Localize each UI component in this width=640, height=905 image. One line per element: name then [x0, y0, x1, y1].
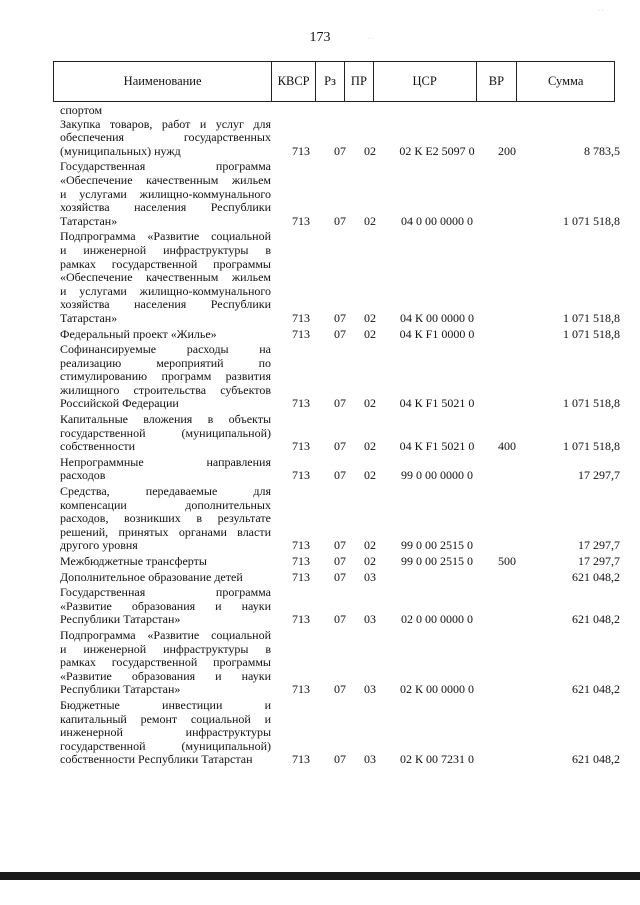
cell-vr: 400	[498, 439, 516, 454]
row-name-line: другого уровня	[60, 538, 138, 553]
cell-csr: 04 К F1 5021 0	[399, 396, 475, 411]
row-name-line: Капитальные вложения в объекты	[60, 412, 271, 427]
cell-sum: 17 297,7	[578, 554, 620, 568]
row-name-line: Республики Татарстан»	[60, 682, 181, 697]
table-row	[60, 328, 620, 342]
row-name-line: расходов, возникших в результате	[60, 511, 271, 526]
row-name-line: Республики Татарстан»	[60, 612, 181, 627]
row-name-line: и услугами жилищно-коммунального	[60, 283, 271, 298]
cell-kvsr: 713	[292, 682, 310, 697]
cell-pr: 02	[364, 310, 376, 325]
table-row	[60, 699, 620, 767]
cell-rz: 07	[334, 143, 346, 158]
cell-pr: 02	[364, 554, 376, 568]
cell-kvsr: 713	[292, 752, 310, 767]
cell-pr: 02	[364, 396, 376, 411]
header-vr: ВР	[477, 62, 518, 101]
row-name-line: Федеральный проект «Жилье»	[60, 326, 217, 341]
row-name	[60, 328, 271, 342]
cell-rz: 07	[334, 538, 346, 553]
cell-kvsr: 713	[292, 538, 310, 553]
cell-csr: 04 К F1 5021 0	[399, 439, 475, 454]
cell-pr: 03	[364, 569, 376, 584]
table-row	[60, 586, 620, 627]
row-name-line: «Обеспечение качественным жильем	[60, 172, 271, 187]
cell-csr: 02 К 00 0000 0	[399, 682, 474, 697]
row-gap	[60, 767, 620, 769]
row-name	[60, 586, 271, 627]
cell-csr: 99 0 00 2515 0	[401, 538, 473, 553]
cell-rz: 07	[334, 468, 346, 483]
cell-rz: 07	[334, 752, 346, 767]
row-name	[60, 629, 271, 697]
row-name-line: стимулированию программ развития	[60, 369, 271, 384]
row-name-line: компенсации дополнительных	[60, 497, 271, 512]
row-name-line: государственной (муниципальной)	[60, 738, 271, 753]
row-name-line: «Развитие образования и науки	[60, 668, 271, 683]
row-name-line: Непрограммные направления	[60, 454, 271, 469]
row-name	[60, 118, 271, 159]
row-name-line: Подпрограмма «Развитие социальной	[60, 229, 271, 244]
cell-rz: 07	[334, 569, 346, 584]
cell-sum: 8 783,5	[584, 143, 620, 158]
cell-kvsr: 713	[292, 213, 310, 228]
cell-rz: 07	[334, 612, 346, 627]
cell-kvsr: 713	[292, 554, 310, 568]
page-number: 173	[309, 30, 331, 45]
row-name-line: «Развитие образования и науки	[60, 598, 271, 613]
cell-sum: 1 071 518,8	[563, 310, 620, 325]
cell-kvsr: 713	[292, 468, 310, 483]
cell-sum: 17 297,7	[578, 468, 620, 483]
header-name: Наименование	[54, 62, 272, 101]
row-name-line: Государственная программа	[60, 159, 271, 174]
cell-csr: 04 К 00 0000 0	[399, 310, 474, 325]
cell-csr: 99 0 00 0000 0	[401, 468, 473, 483]
table-row	[60, 413, 620, 454]
cell-kvsr: 713	[292, 143, 310, 158]
row-name-line: (муниципальных) нужд	[60, 143, 181, 158]
cell-pr: 02	[364, 213, 376, 228]
row-name	[60, 485, 271, 553]
row-name	[60, 413, 271, 454]
row-name-line: Средства, передаваемые для	[60, 484, 271, 499]
row-name	[60, 555, 271, 569]
cell-kvsr: 713	[292, 439, 310, 454]
row-name-line: реализацию мероприятий по	[60, 355, 271, 370]
row-name-line: спортом	[60, 103, 103, 117]
cell-sum: 1 071 518,8	[563, 396, 620, 411]
row-name-line: Российской Федерации	[60, 396, 179, 411]
table-row	[60, 485, 620, 553]
row-name-line: Государственная программа	[60, 585, 271, 600]
table-row	[60, 104, 620, 118]
row-name-line: решений, принятых органами власти	[60, 524, 271, 539]
header-rz: Рз	[316, 62, 345, 101]
row-name-line: и инженерной инфраструктуры в	[60, 242, 271, 257]
cell-rz: 07	[334, 439, 346, 454]
row-name	[60, 699, 271, 767]
cell-csr: 99 0 00 2515 0	[401, 554, 473, 568]
cell-pr: 02	[364, 439, 376, 454]
cell-sum: 1 071 518,8	[563, 213, 620, 228]
row-name-line: «Обеспечение качественным жильем	[60, 270, 271, 285]
table-row	[60, 160, 620, 228]
row-name-line: Подпрограмма «Развитие социальной	[60, 627, 271, 642]
cell-pr: 02	[364, 143, 376, 158]
cell-csr: 04 0 00 0000 0	[401, 213, 473, 228]
cell-pr: 02	[364, 326, 376, 341]
cell-kvsr: 713	[292, 612, 310, 627]
cell-csr: 02 К 00 7231 0	[399, 752, 474, 767]
cell-csr: 02 0 00 0000 0	[401, 612, 473, 627]
scan-edge	[0, 872, 640, 880]
cell-rz: 07	[334, 554, 346, 568]
row-name-line: обеспечения государственных	[60, 130, 271, 145]
cell-rz: 07	[334, 396, 346, 411]
cell-vr: 200	[498, 143, 516, 158]
row-name-line: собственности	[60, 439, 136, 454]
cell-rz: 07	[334, 213, 346, 228]
table-header	[53, 61, 615, 102]
cell-sum: 621 048,2	[572, 569, 620, 584]
cell-sum: 1 071 518,8	[563, 326, 620, 341]
cell-sum: 1 071 518,8	[563, 439, 620, 454]
row-name-line: и услугами жилищно-коммунального	[60, 186, 271, 201]
row-name-line: рамках государственной программы	[60, 256, 271, 271]
table-row	[60, 118, 620, 159]
table-row	[60, 571, 620, 585]
cell-rz: 07	[334, 310, 346, 325]
cell-csr: 04 К F1 0000 0	[399, 326, 475, 341]
cell-kvsr: 713	[292, 310, 310, 325]
row-name	[60, 160, 271, 228]
row-name-line: капитальный ремонт социальной и	[60, 711, 271, 726]
cell-pr: 02	[364, 538, 376, 553]
cell-pr: 02	[364, 468, 376, 483]
cell-pr: 03	[364, 682, 376, 697]
cell-pr: 03	[364, 752, 376, 767]
table-row	[60, 343, 620, 411]
row-name-line: жилищного строительства субъектов	[60, 382, 271, 397]
row-name	[60, 104, 271, 118]
cell-sum: 621 048,2	[572, 612, 620, 627]
scan-speck: · ·	[598, 8, 604, 14]
row-name-line: хозяйства населения Республики	[60, 200, 271, 215]
header-sum: Сумма	[548, 74, 584, 88]
cell-kvsr: 713	[292, 326, 310, 341]
cell-csr: 02 К Е2 5097 0	[399, 143, 475, 158]
header-csr: ЦСР	[374, 62, 477, 101]
table-row	[60, 456, 620, 483]
row-name-line: и инженерной инфраструктуры в	[60, 641, 271, 656]
scan-speck: · ·	[368, 36, 374, 42]
row-name-line: Закупка товаров, работ и услуг для	[60, 116, 271, 131]
table-body	[60, 104, 620, 769]
table-row	[60, 629, 620, 697]
row-name-line: Бюджетные инвестиции и	[60, 697, 271, 712]
row-name-line: инженерной инфраструктуры	[60, 725, 271, 740]
row-name-line: расходов	[60, 468, 106, 483]
cell-rz: 07	[334, 682, 346, 697]
row-name	[60, 343, 271, 411]
cell-sum: 621 048,2	[572, 752, 620, 767]
row-name-line: Татарстан»	[60, 213, 118, 228]
row-name	[60, 571, 271, 585]
cell-kvsr: 713	[292, 569, 310, 584]
row-name-line: хозяйства населения Республики	[60, 297, 271, 312]
row-name	[60, 456, 271, 483]
cell-vr: 500	[498, 554, 516, 568]
header-pr: ПР	[345, 62, 374, 101]
table-row	[60, 555, 620, 569]
row-name-line: государственной (муниципальной)	[60, 425, 271, 440]
row-name-line: собственности Республики Татарстан	[60, 752, 253, 767]
cell-kvsr: 713	[292, 396, 310, 411]
row-name-line: Софинансируемые расходы на	[60, 342, 271, 357]
table-row	[60, 230, 620, 325]
cell-sum: 621 048,2	[572, 682, 620, 697]
row-name-line: Межбюджетные трансферты	[60, 554, 207, 568]
cell-sum: 17 297,7	[578, 538, 620, 553]
row-name	[60, 230, 271, 325]
cell-rz: 07	[334, 326, 346, 341]
row-name-line: рамках государственной программы	[60, 655, 271, 670]
header-kvsr: КВСР	[272, 62, 316, 101]
cell-pr: 03	[364, 612, 376, 627]
row-name-line: Татарстан»	[60, 310, 118, 325]
row-name-line: Дополнительное образование детей	[60, 569, 243, 584]
